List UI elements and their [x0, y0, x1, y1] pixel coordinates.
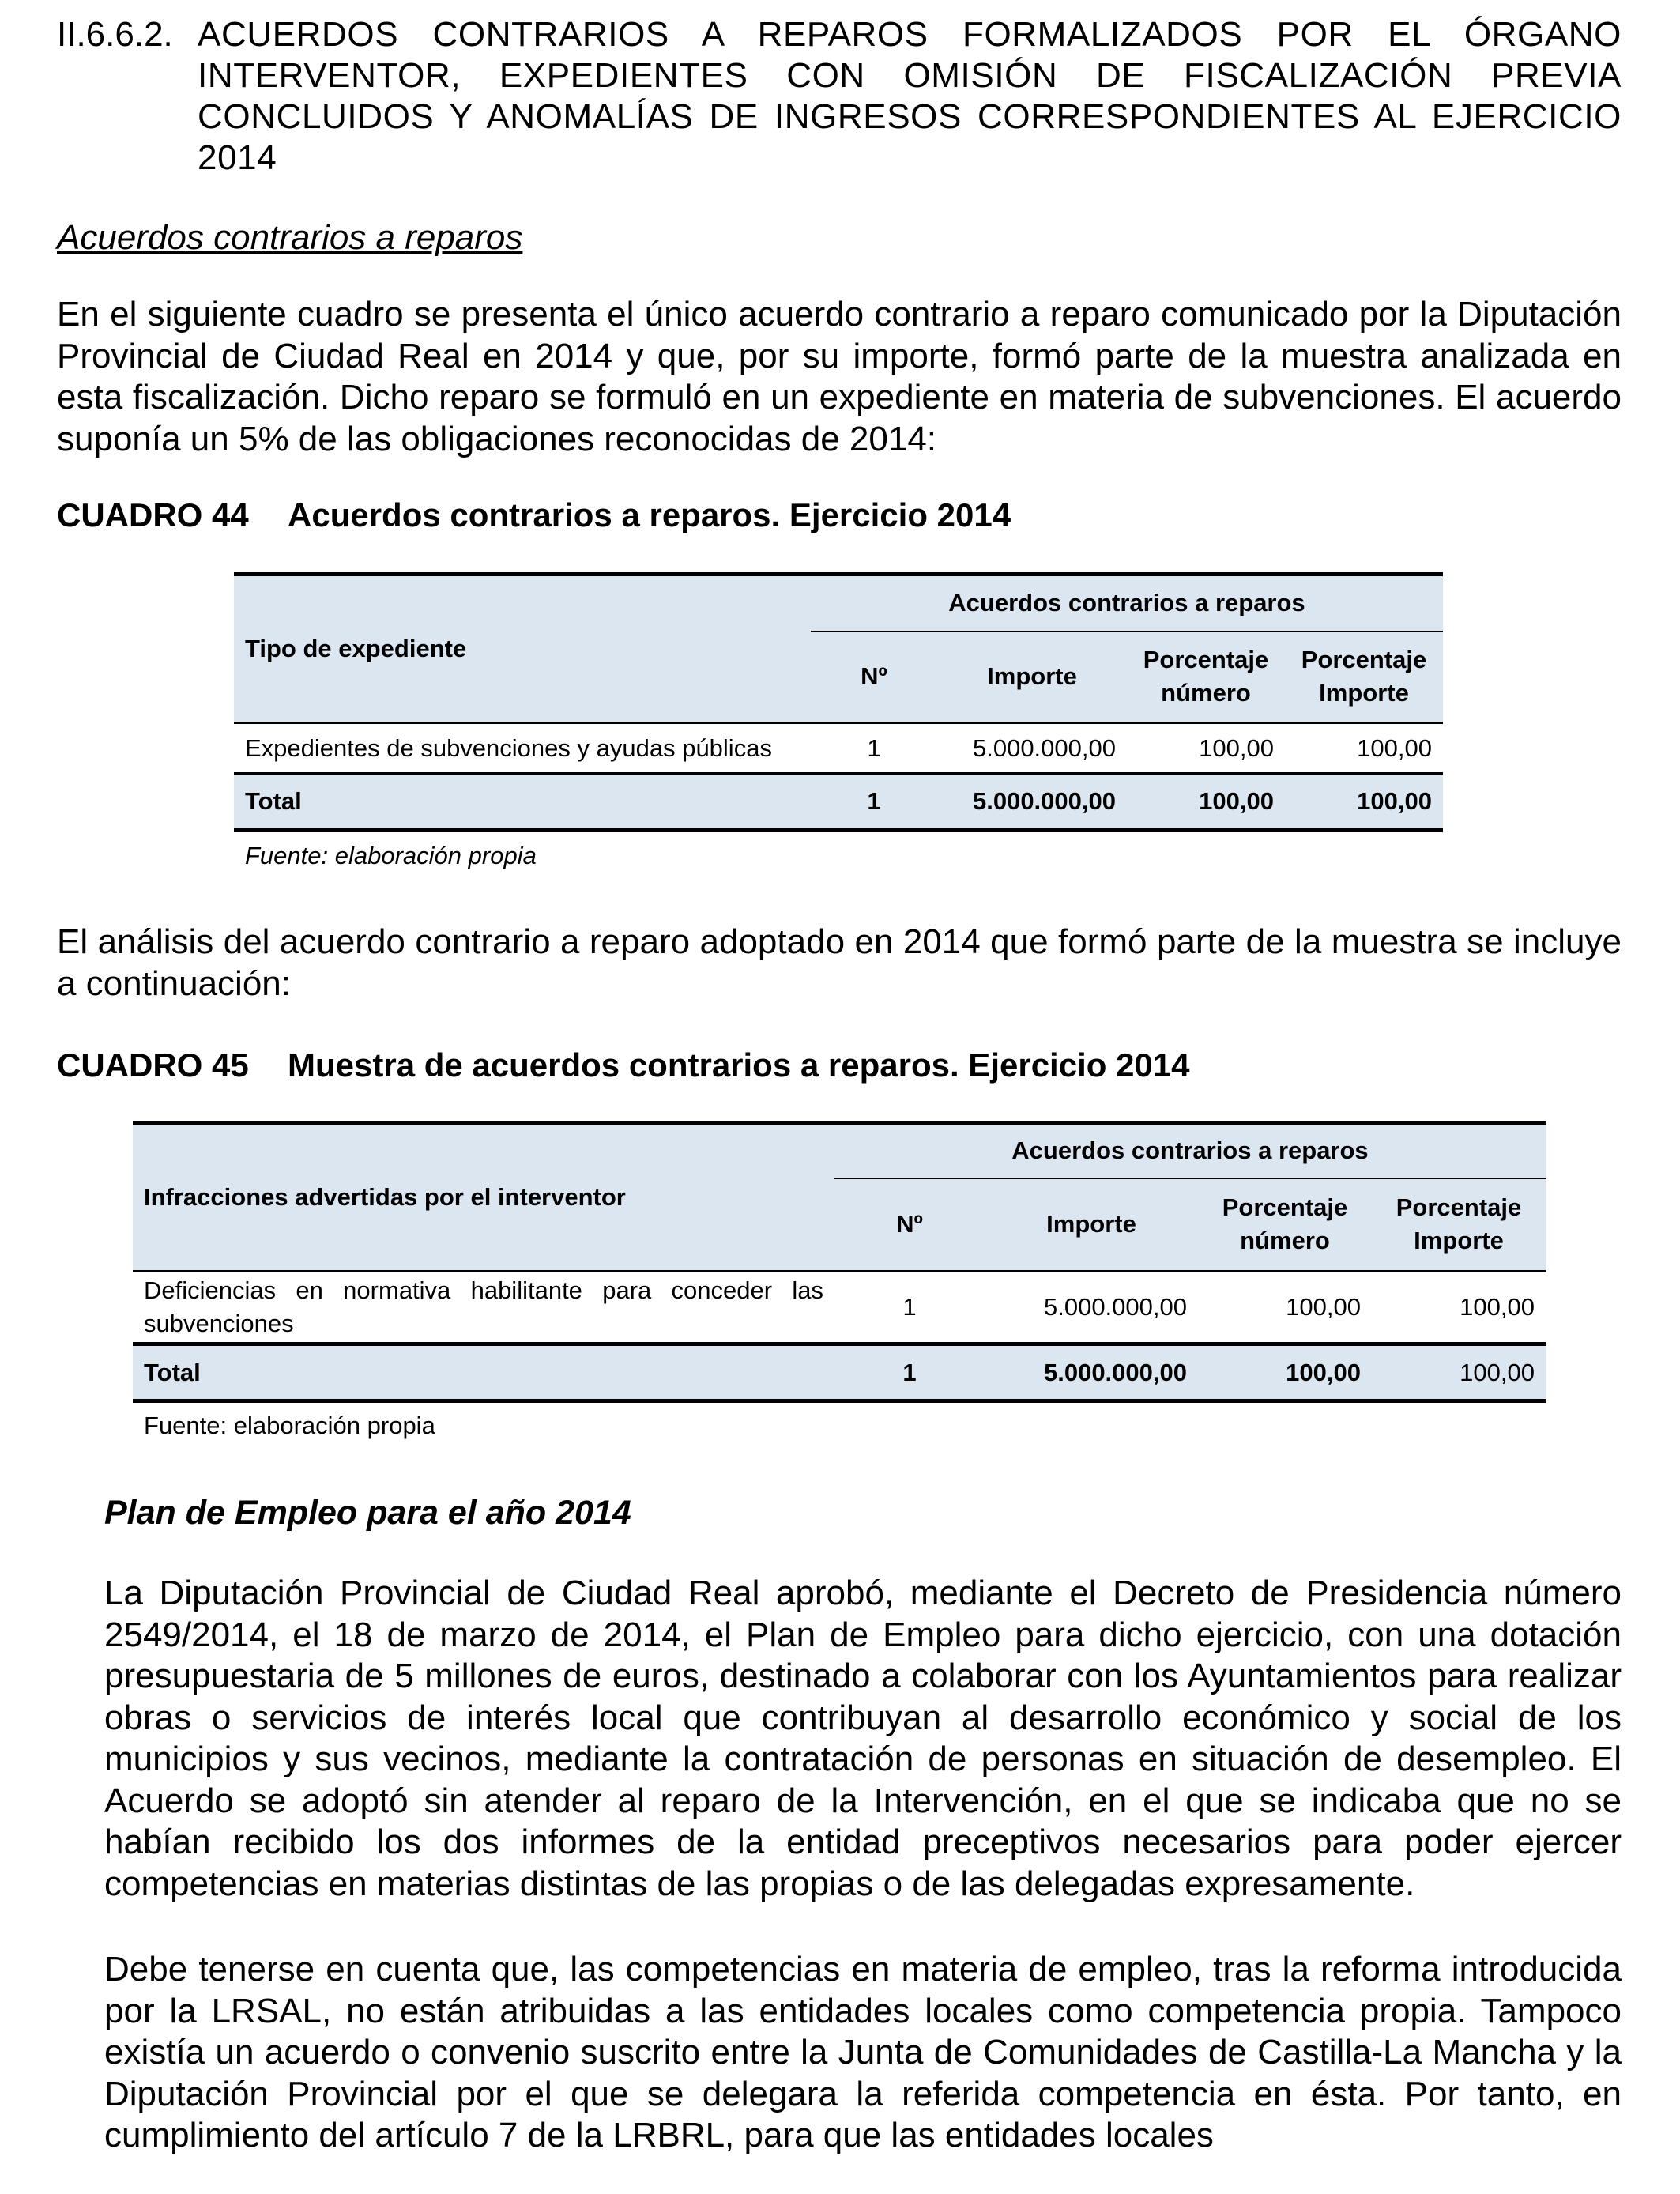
table-45-total-n: 1: [834, 1344, 985, 1401]
table-44-caption: [57, 496, 1011, 534]
table-45-title: Muestra de acuerdos contrarios a reparos. Ejercicio 2014: [288, 1046, 1190, 1084]
subsection-plan-heading: Plan de Empleo para el año 2014: [104, 1494, 631, 1532]
table-45-row-pct-imp: 100,00: [1372, 1272, 1546, 1344]
table-45-total-pct-num: 100,00: [1198, 1344, 1372, 1401]
table-45: [133, 1121, 1546, 1403]
table-44-col-importe: Importe: [987, 662, 1077, 691]
table-45-row-importe: 5.000.000,00: [985, 1272, 1198, 1344]
paragraph-competencias: Debe tenerse en cuenta que, las competencias en materia de empleo, tras la reforma introducida por la LRSAL, no están atribuidas a las entidades locales como competencia propia. Tampoco existía un acuerdo o convenio suscrito entre la Junta de Comunidades de Castilla-La Mancha y la Diputación Provincial por el que se delegara la referida competencia en ésta. Por tanto, en cumplimiento del artículo 7 de la LRBRL, para que las entidades locales: [104, 1950, 1622, 2154]
table-44-source: Fuente: elaboración propia: [245, 842, 537, 869]
table-44-total-pct-num: 100,00: [1127, 774, 1285, 831]
paragraph-analysis: El análisis del acuerdo contrario a reparo adoptado en 2014 que formó parte de la muestra se incluye a continuación:: [57, 922, 1622, 1003]
table-45-col-pct-imp: Porcentaje Importe: [1396, 1193, 1522, 1255]
table-row: [133, 1272, 1546, 1344]
table-44-total-pct-imp: 100,00: [1285, 774, 1443, 831]
table-45-col-importe: Importe: [1046, 1210, 1136, 1238]
table-44-row-pct-imp: 100,00: [1285, 723, 1443, 774]
table-45-caption: [57, 1046, 1190, 1084]
table-44-col-n: Nº: [861, 662, 887, 691]
table-45-total-pct-imp: 100,00: [1372, 1344, 1546, 1401]
table-45-header-group: Acuerdos contrarios a reparos: [834, 1123, 1546, 1178]
table-44-col-pct-imp: Porcentaje Importe: [1301, 646, 1427, 707]
table-44-col-pct-num: Porcentaje número: [1143, 646, 1269, 707]
table-45-row-pct-num: 100,00: [1198, 1272, 1372, 1344]
table-44-title: Acuerdos contrarios a reparos. Ejercicio 2014: [288, 496, 1011, 533]
section-number: II.6.6.2.: [57, 15, 173, 54]
table-44-header-group: Acuerdos contrarios a reparos: [811, 575, 1443, 631]
subsection-acuerdos-heading: Acuerdos contrarios a reparos: [57, 218, 523, 257]
table-45-row-n: 1: [834, 1272, 985, 1344]
table-44-header-first: Tipo de expediente: [234, 575, 811, 723]
table-45-col-n: Nº: [896, 1210, 923, 1238]
table-44: [234, 572, 1443, 832]
table-44-total-label: Total: [234, 774, 811, 831]
table-44-row-n: 1: [811, 723, 937, 774]
section-heading: [57, 14, 1622, 179]
table-44-row-pct-num: 100,00: [1127, 723, 1285, 774]
paragraph-plan-empleo: La Diputación Provincial de Ciudad Real aprobó, mediante el Decreto de Presidencia número 2549/2014, el 18 de marzo de 2014, el Plan de Empleo para dicho ejercicio, con una dotación presupuestaria de 5 millones de euros, destinado a colaborar con los Ayuntamientos para realizar obras o servicios de interés local que contribuyan al desarrollo económico y social de los municipios y sus vecinos, mediante la contratación de personas en situación de desempleo. El Acuerdo se adoptó sin atender al reparo de la Intervención, en el que se indicaba que no se habían recibido los dos informes de la entidad preceptivos necesarios para poder ejercer competencias en materias distintas de las propias o de las delegadas expresamente.: [104, 1574, 1622, 1903]
table-45-header-first: Infracciones advertidas por el interventor: [133, 1123, 834, 1272]
table-45-total-label: Total: [133, 1344, 834, 1401]
table-45-total-importe: 5.000.000,00: [985, 1344, 1198, 1401]
table-45-label: CUADRO 45: [57, 1046, 249, 1084]
table-44-row-importe: 5.000.000,00: [937, 723, 1127, 774]
table-total-row: [234, 774, 1443, 831]
table-44-total-importe: 5.000.000,00: [937, 774, 1127, 831]
table-44-row-label: Expedientes de subvenciones y ayudas públicas: [234, 723, 811, 774]
paragraph-intro: En el siguiente cuadro se presenta el único acuerdo contrario a reparo comunicado por la Diputación Provincial de Ciudad Real en 2014 y que, por su importe, formó parte de la muestra analizada en esta fiscalización. Dicho reparo se formuló en un expediente en materia de subvenciones. El acuerdo suponía un 5% de las obligaciones reconocidas de 2014:: [57, 295, 1622, 458]
table-44-label: CUADRO 44: [57, 496, 249, 533]
table-45-row-label: Deficiencias en normativa habilitante para conceder las subvenciones: [133, 1272, 834, 1344]
table-44-total-n: 1: [811, 774, 937, 831]
table-row: [234, 723, 1443, 774]
section-title: ACUERDOS CONTRARIOS A REPAROS FORMALIZADOS POR EL ÓRGANO INTERVENTOR, EXPEDIENTES CON OMISIÓN DE FISCALIZACIÓN PREVIA CONCLUIDOS Y ANOMALÍAS DE INGRESOS CORRESPONDIENTES AL EJERCICIO 2014: [198, 15, 1622, 177]
table-total-row: [133, 1344, 1546, 1401]
table-45-source: Fuente: elaboración propia: [144, 1412, 435, 1439]
table-45-col-pct-num: Porcentaje número: [1222, 1193, 1348, 1255]
